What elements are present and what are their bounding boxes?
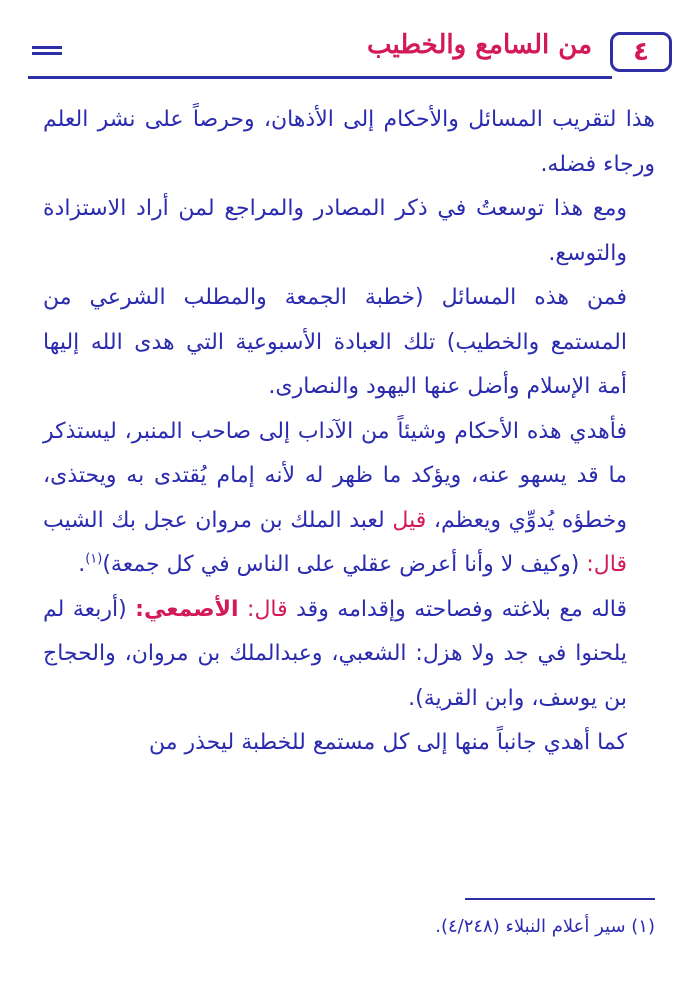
- footnote: (١) سير أعلام النبلاء (٤/٢٤٨).: [435, 916, 655, 937]
- text-segment: كما أهدي جانباً منها إلى كل مستمع للخطبة ليحذر من: [148, 730, 627, 755]
- text-segment: فأهدي هذه الأحكام وشيئاً من الآداب إلى صاحب المنبر، ليستذكر ما قد يسهو عنه، ويؤكد ما ظهر له لأنه إمام يُقتدى به ويحتذى، وخطؤه يُدوِّي ويعظم،: [43, 418, 627, 533]
- text-segment: الأصمعي:: [135, 596, 239, 622]
- text-segment: قال:: [247, 596, 288, 622]
- text-segment: لعبد الملك بن مروان عجل بك الشيب: [43, 507, 393, 533]
- running-title: من السامع والخطيب: [366, 30, 592, 60]
- text-segment: (أربعة لم يلحنوا في جد ولا هزل: الشعبي، وعبدالملك بن مروان، والحجاج بن يوسف، وابن القرية).: [43, 596, 627, 711]
- text-segment: .: [78, 552, 86, 577]
- paragraph: [43, 410, 655, 588]
- header-rule: [28, 76, 612, 79]
- text-segment: فمن هذه المسائل (خطبة الجمعة والمطلب الشرعي من المستمع والخطيب) تلك العبادة الأسبوعية التي هدى الله إليها أمة الإسلام وأضل عنها اليهود والنصارى.: [43, 285, 627, 399]
- text-segment: قاله مع بلاغته وفصاحته وإقدامه وقد: [287, 596, 628, 622]
- body-text: [43, 98, 655, 766]
- text-segment: [239, 597, 247, 622]
- footnote-marker: (١): [85, 551, 103, 567]
- paragraph: [43, 588, 655, 722]
- text-segment: ومع هذا توسعتُ في ذكر المصادر والمراجع لمن أراد الاستزادة والتوسع.: [43, 196, 627, 266]
- paragraph: [43, 276, 655, 410]
- text-segment: (وكيف لا وأنا أعرض عقلي على الناس في كل جمعة): [102, 552, 587, 577]
- page-number: ٤: [610, 32, 672, 72]
- page-header: [28, 28, 672, 80]
- footnote-divider: [465, 898, 655, 900]
- header-ornament: [32, 46, 62, 58]
- text-segment: هذا لتقريب المسائل والأحكام إلى الأذهان، وحرصاً على نشر العلم ورجاء فضله.: [43, 107, 655, 177]
- text-segment: قال:: [586, 552, 627, 577]
- text-segment: قيل: [392, 507, 427, 533]
- paragraph: [43, 187, 655, 276]
- paragraph: [43, 98, 655, 187]
- paragraph: [43, 721, 655, 766]
